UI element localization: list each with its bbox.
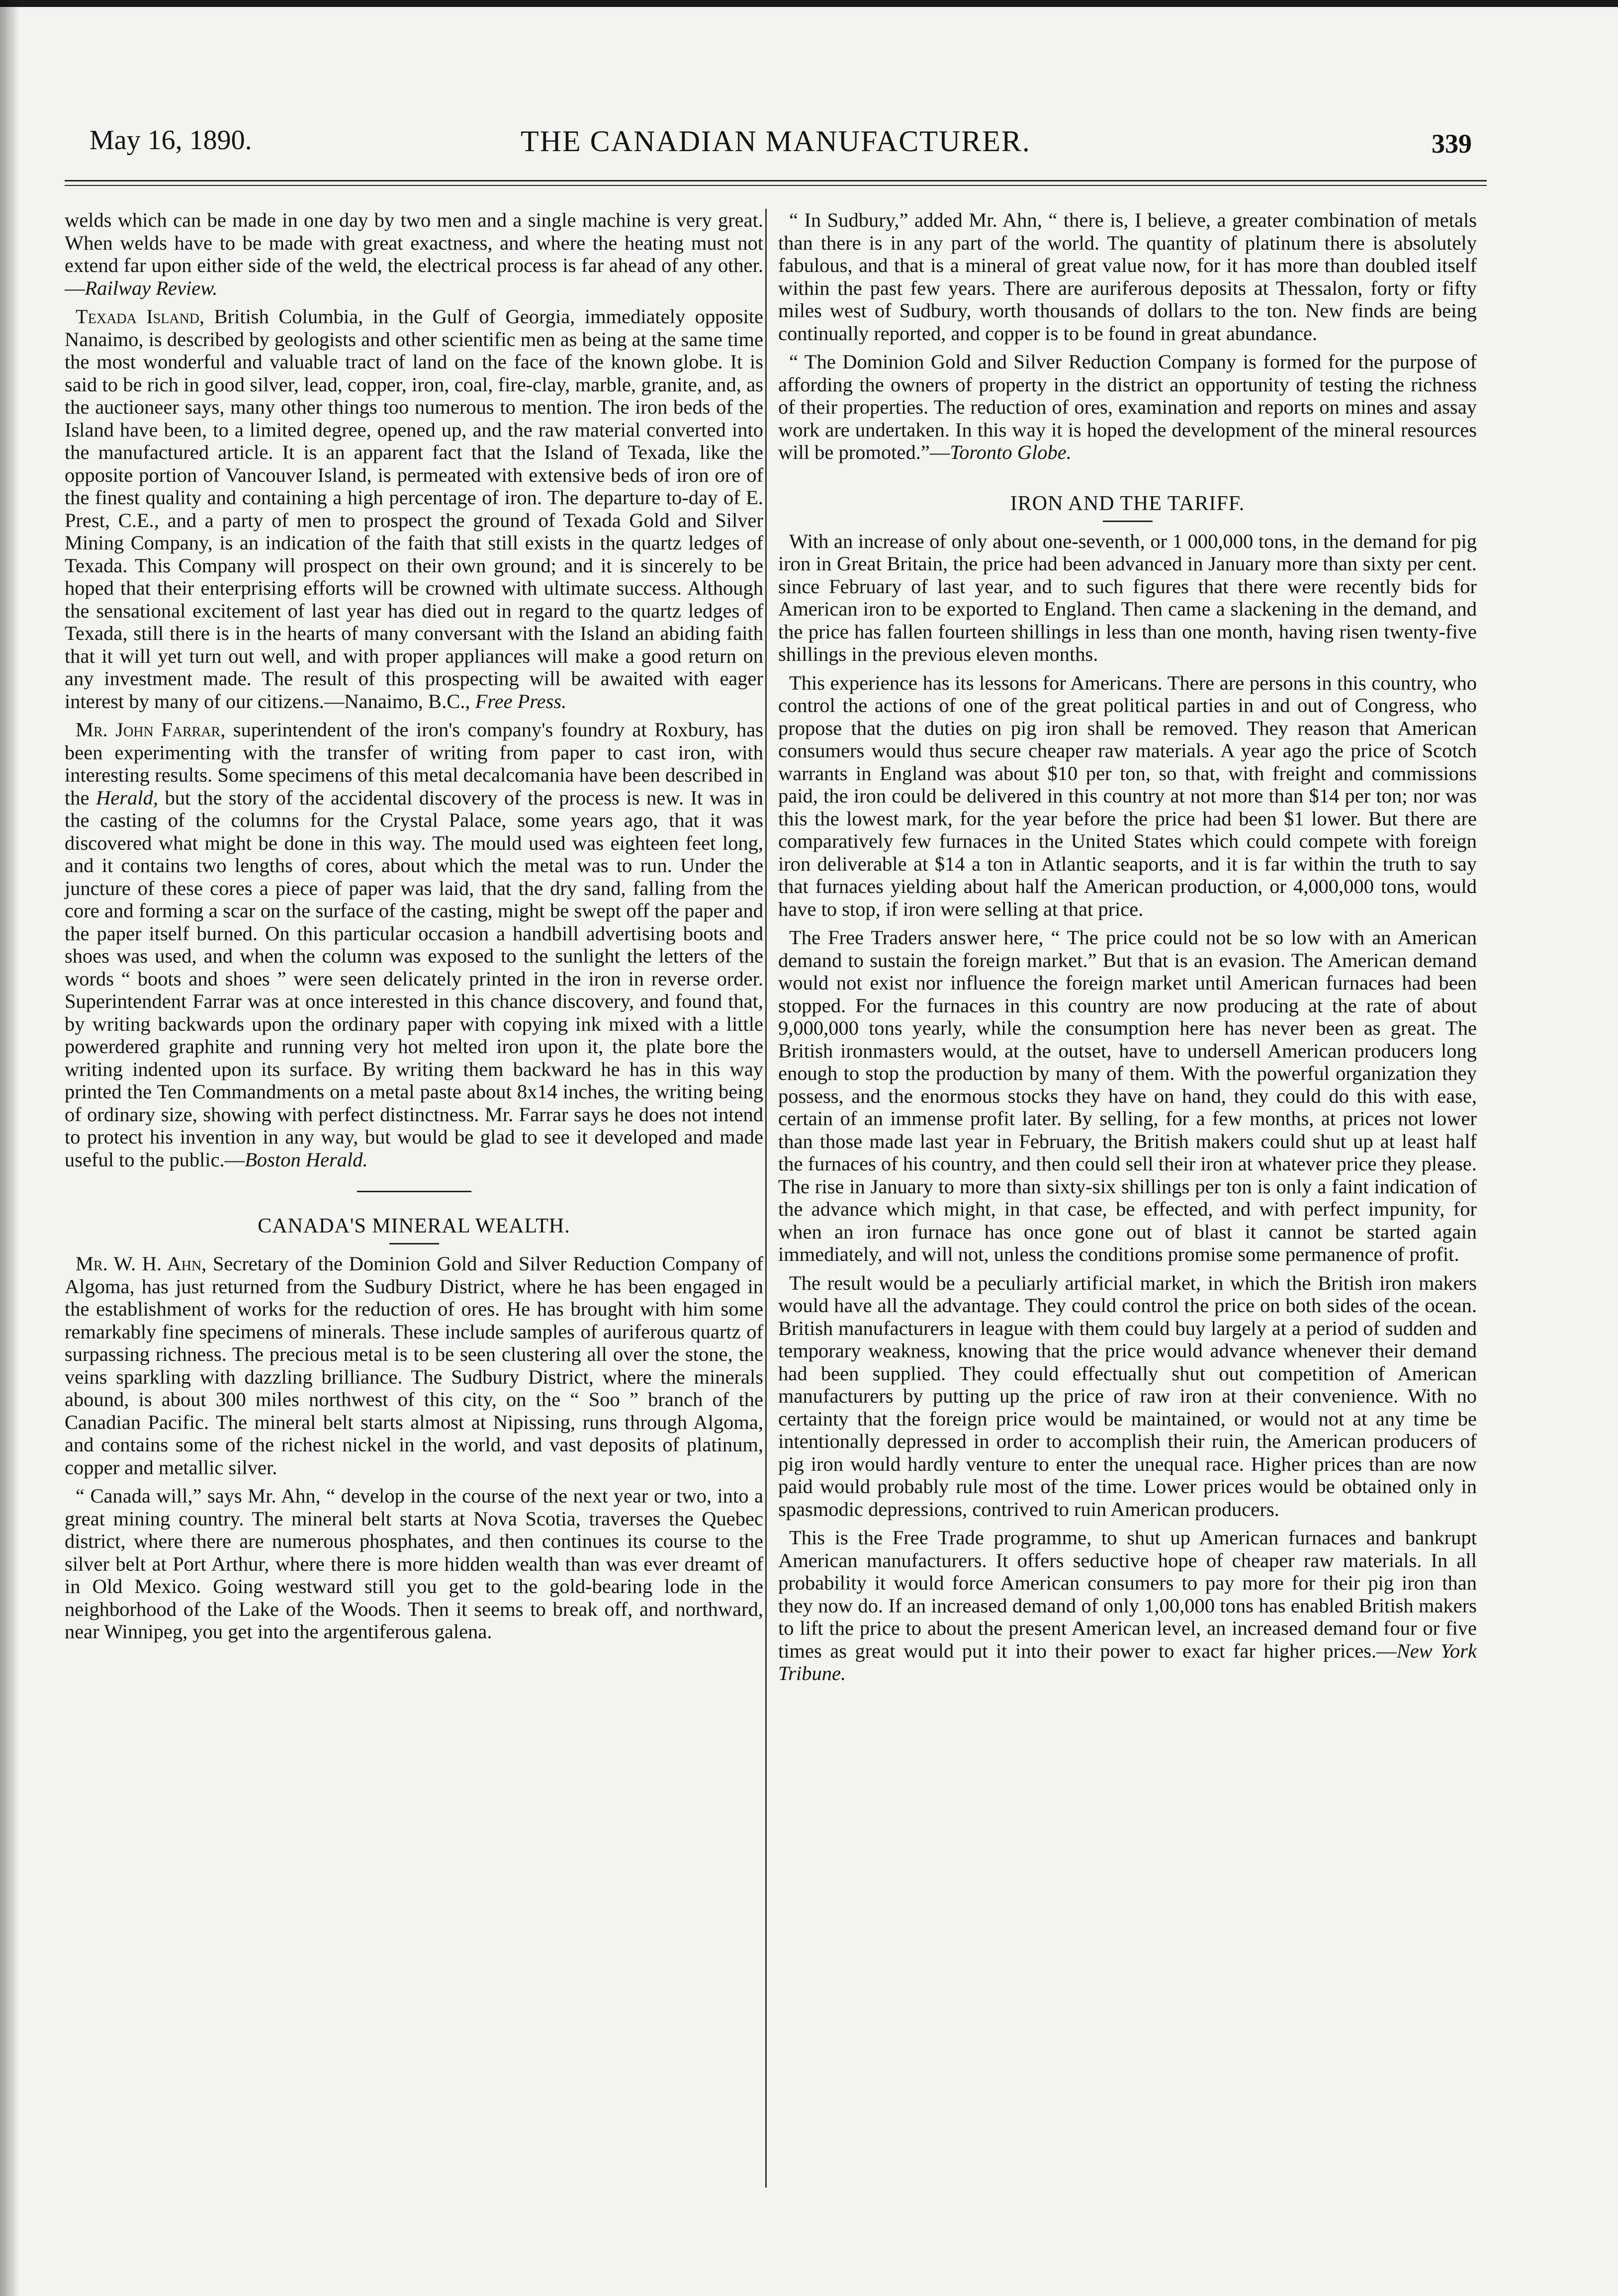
farrar-paragraph: Mr. John Farrar, superintendent of the iron's company's foundry at Roxbury, has been experimenting with the transfer of writing from paper to cast iron, with interesting results. Some specimens of this metal decalcomania have been described in the Herald, but the story of the accidental discovery of the process is new. It was in the casting of the columns for the Crystal Palace, some years ago, that it was discovered what might be done in this way. The mould used was eighteen feet long, and it contains two lengths of cores, about which the metal was to run. Under the juncture of these cores a piece of paper was laid, that the dry sand, falling from the core and forming a scar on the surface of the casting, might be swept off the paper and the paper itself burned. On this particular occasion a handbill advertising boots and shoes was used, and when the column was exposed to the sunlight the letters of the words “ boots and shoes ” were seen delicately printed in the iron in reverse order. Superintendent Farrar was at once interested in this chance discovery, and found that, by writing backwards upon the ordinary paper with copying ink mixed with a little powerdered graphite and running very hot melted iron upon it, the plate bore the writing indented upon its surface. By writing them backward he has in this way printed the Ten Commandments on a metal paste about 8x14 inches, the writing being of ordinary size, showing with perfect distinctness. Mr. Farrar says he does not intend to protect his invention in any way, but would be glad to see it developed and made useful to the public.—Boston Herald. [65, 718, 763, 1171]
dominion-paragraph: “ The Dominion Gold and Silver Reduction Company is formed for the purpose of affording the owners of property in the district an opportunity of testing the richness of their properties. The reduction of ores, examination and reports on mines and assay work are undertaken. In this way it is hoped the development of the mineral resources will be promoted.”—Toronto Globe. [778, 351, 1477, 463]
farrar-lead: Mr. John Farrar, [76, 718, 226, 741]
ahn-paragraph-2: “ Canada will,” says Mr. Ahn, “ develop in the course of the next year or two, into a great mining country. The mineral belt starts at Nova Scotia, traverses the Quebec district, where there are numerous phosphates, and then continues its course to the silver belt at Port Arthur, where there is more hidden wealth than was ever dreamt of in Old Mexico. Going westward still you get to the gold-bearing lode in the neighborhood of the Lake of the Woods. Then it seems to break off, and northward, near Winnipeg, you get into the argentiferous galena. [65, 1485, 763, 1643]
section-separator [357, 1191, 471, 1192]
heading-underline [1103, 521, 1153, 522]
page-edge-shadow [0, 0, 20, 2296]
texada-lead: Texada Island, [76, 305, 205, 328]
texada-paragraph: Texada Island, British Columbia, in the Gulf of Georgia, immediately opposite Nanaimo, is described by geologists and other scientific men as being at the same time the most wonderful and valuable tract of land on the face of the known globe. It is said to be rich in good silver, lead, copper, iron, coal, fire-clay, marble, granite, and, as the auctioneer says, many other things too numerous to mention. The iron beds of the Island have been, to a limited degree, opened up, and the raw material converted into the manufactured article. It is an apparent fact that the Island of Texada, like the opposite portion of Vancouver Island, is permeated with extensive beds of iron ore of the finest quality and containing a high percentage of iron. The departure to-day of E. Prest, C.E., and a party of men to prospect the ground of Texada Gold and Silver Mining Company, is an indication of the faith that still exists in the quartz ledges of Texada. This Company will prospect on their own ground; and it is sincerely to be hoped that their enterprising efforts will be crowned with ultimate success. Although the sensational excitement of last year has died out in regard to the quartz ledges of Texada, still there is in the hearts of many conversant with the Island an abiding faith that it will yet turn out well, and with proper appliances will make a good return on any investment made. The result of this prospecting will be awaited with eager interest by many of our citizens.—Nanaimo, B.C., Free Press. [65, 305, 763, 712]
header-rule-top [65, 180, 1487, 181]
heading-underline [389, 1243, 439, 1244]
tariff-paragraph-4: The result would be a peculiarly artificial market, in which the British iron makers would have all the advantage. They could control the price on both sides of the ocean. British manufacturers in league with them could buy largely at a period of sudden and temporary weakness, knowing that the price would advance whenever their demand had been supplied. They could effectually shut out competition of American manufacturers by putting up the price of raw iron at their convenience. With no certainty that the foreign price would be maintained, or would not at any time be intentionally depressed in order to accomplish their ruin, the American producers of pig iron would hardly venture to enter the unequal race. Higher prices than are now paid would probably rule most of the time. Lower prices would be obtained only in spasmodic depressions, contrived to ruin American producers. [778, 1271, 1477, 1520]
source-railway-review: Railway Review. [85, 276, 218, 299]
publication-title: THE CANADIAN MANUFACTURER. [521, 125, 1031, 158]
tariff-paragraph-3: The Free Traders answer here, “ The price could not be so low with an American demand to sustain the foreign market.” But that is an evasion. The American demand would not exist nor influence the foreign market until American furnaces had been stopped. For the furnaces in this country are now producing at the rate of about 9,000,000 tons yearly, while the consumption here has never been as great. The British ironmasters would, at the outset, have to undersell American producers long enough to stop the production by many of them. With the powerful organization they possess, and the enormous stocks they have on hand, they could do this with ease, certain of an immense profit later. By selling, for a few months, at prices not lower than those made last year in February, the British makers could shut up at least half the furnaces of his country, and then could sell their iron at whatever price they please. The rise in January to more than sixty-six shillings per ton is only a faint indication of the advance which might, in that case, be effected, and with perfect impunity, for when an iron furnace has once gone out of blast it cannot be started again immediately, and will not, unless the conditions promise some permanence of profit. [778, 926, 1477, 1265]
sudbury-paragraph: “ In Sudbury,” added Mr. Ahn, “ there is, I believe, a greater combination of metals than there is in any part of the world. The quantity of platinum there is absolutely fabulous, and that is a mineral of great value now, for it has more than doubled itself within the past few years. There are auriferous deposits at Thessalon, forty or fifty miles west of Sudbury, worth thousands of dollars to the ton. New finds are being continually reported, and copper is to be found in great abundance. [778, 209, 1477, 345]
tariff-paragraph-1: With an increase of only about one-seventh, or 1 000,000 tons, in the demand for pig iron in Great Britain, the price had been advanced in January more than sixty per cent. since February of last year, and to such figures that there were recently bids for American iron to be exported to England. Then came a slackening in the demand, and the price has fallen fourteen shillings in less than one month, having risen twenty-five shillings in the previous eleven months. [778, 530, 1477, 665]
section-heading-iron-tariff: IRON AND THE TARIFF. [1010, 492, 1245, 515]
issue-date: May 16, 1890. [90, 125, 252, 156]
source-toronto-globe: Toronto Globe. [950, 441, 1072, 463]
source-new-york-tribune: New York Tribune. [778, 1639, 1477, 1684]
ahn-paragraph-1: Mr. W. H. Ahn, Secretary of the Dominion Gold and Silver Reduction Company of Algoma, has just returned from the Sudbury District, where he has been engaged in the establishment of works for the reduction of ores. He has brought with him some remarkably fine specimens of minerals. These include samples of auriferous quartz of surpassing richness. The precious metal is to be seen clustering all over the stone, the veins sparkling with dazzling brilliance. The Sudbury District, where the minerals abound, is about 300 miles northwest of this city, on the “ Soo ” branch of the Canadian Pacific. The mineral belt starts almost at Nipissing, runs through Algoma, and contains some of the richest nickel in the world, and vast deposits of platinum, copper and metallic silver. [65, 1252, 763, 1479]
header-rule-bottom [65, 185, 1487, 186]
ahn-lead: Mr. W. H. Ahn, [76, 1252, 207, 1275]
left-column [65, 209, 763, 1649]
page-number: 339 [1432, 129, 1472, 159]
page-header [80, 124, 1472, 164]
source-free-press: Free Press. [475, 690, 567, 712]
section-heading-mineral-wealth: CANADA'S MINERAL WEALTH. [258, 1215, 570, 1237]
source-boston-herald: Boston Herald. [245, 1148, 368, 1171]
tariff-paragraph-5: This is the Free Trade programme, to shut up American furnaces and bankrupt American manufacturers. It offers seductive hope of cheaper raw materials. In all probability it would force American consumers to pay more for their pig iron than they now do. If an increased demand of only 1,00,000 tons has enabled British makers to lift the price to about the present American level, an increased demand four or five times as great would put it into their power to exact far higher prices.—New York Tribune. [778, 1526, 1477, 1684]
welds-paragraph: welds which can be made in one day by two men and a single machine is very great. When welds have to be made with great exactness, and where the heating must not extend far upon either side of the weld, the electrical process is far ahead of any other.—Railway Review. [65, 209, 763, 299]
tariff-paragraph-2: This experience has its lessons for Americans. There are persons in this country, who control the actions of one of the great political parties in and out of Congress, who propose that the duties on pig iron shall be removed. They reason that American consumers would thus secure cheaper raw materials. A year ago the price of Scotch warrants in England was about $10 per ton, so that, with freight and commissions paid, the iron could be delivered in this country at not more than $14 per ton; nor was this the lowest mark, for the year before the price had been $1 lower. But there are comparatively few furnaces in the United States which could compete with foreign iron deliverable at $14 a ton in Atlantic seaports, and it is far within the truth to say that furnaces yielding about half the American production, or 4,000,000 tons, would have to stop, if iron were selling at that price. [778, 671, 1477, 920]
column-divider [765, 209, 767, 2188]
top-border [0, 0, 1618, 7]
right-column [778, 209, 1477, 1691]
